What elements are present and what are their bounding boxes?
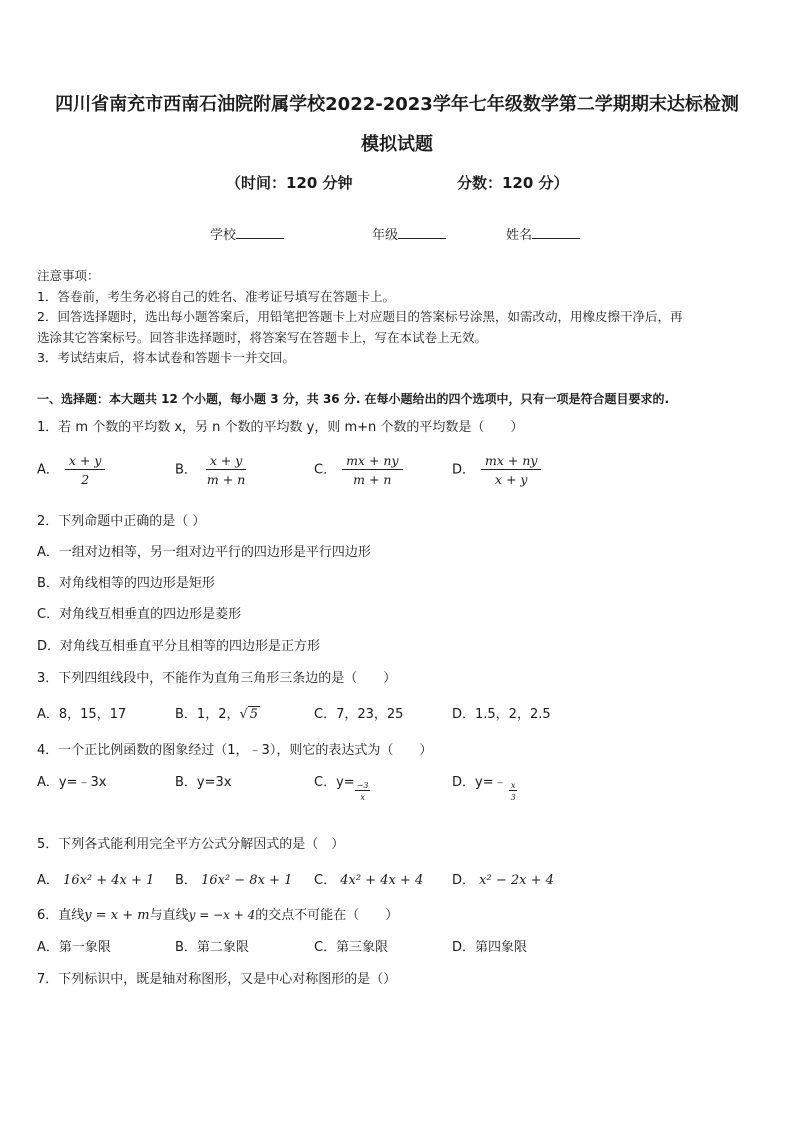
q1-option-c: C． $\frac{mx + ny}{m + n}$ <box>314 453 403 487</box>
q3-option-b: B．1，2，√ 5 <box>175 707 259 722</box>
name-label: 姓名 <box>506 228 533 243</box>
note-3: 3．考试结束后，将本试卷和答题卡一并交回。 <box>37 350 295 365</box>
q6-option-b: B．第二象限 <box>175 940 249 955</box>
q1-b-fraction: $\frac{x + y}{m + n}$ <box>206 453 246 487</box>
exam-title-line2: 模拟试题 <box>361 134 433 155</box>
section-heading: 一、选择题：本大题共 12 个小题，每小题 3 分，共 36 分. 在每小题给出的四个选项中，只有一项是符合题目要求的. <box>37 392 670 406</box>
q5-option-a: A． 16x² + 4x + 1 <box>37 873 155 888</box>
name-field <box>506 224 580 243</box>
exam-time: （时间：120 分钟 <box>226 174 353 192</box>
q6-option-c: C．第三象限 <box>314 940 389 955</box>
q1-option-a: A． $\frac{x + y}{2}$ <box>37 453 105 487</box>
q2-option-a: A．一组对边相等，另一组对边平行的四边形是平行四边形 <box>37 545 371 560</box>
q1-a-fraction: $\frac{x + y}{2}$ <box>65 453 106 487</box>
notes-heading: 注意事项： <box>37 268 100 283</box>
school-field <box>210 224 284 243</box>
q3-option-c: C．7，23，25 <box>314 707 404 722</box>
q1-option-b: B． $\frac{x + y}{m + n}$ <box>175 453 249 487</box>
q6-line1: y = x + m <box>84 908 150 923</box>
q5-option-b: B． 16x² − 8x + 1 <box>175 873 293 888</box>
name-blank <box>532 227 580 239</box>
q2-stem: 2．下列命题中正确的是（ ） <box>37 514 206 529</box>
exam-score: 分数：120 分） <box>457 174 569 192</box>
q4-option-d: D．y=﹣ $\frac{x}{3}$ <box>452 771 520 802</box>
q3-option-a: A．8，15，17 <box>37 707 127 722</box>
q4-option-a: A．y=﹣3x <box>37 775 107 790</box>
q4-option-c: C．y= $\frac{-3}{x}$ <box>314 775 369 802</box>
q5-option-c: C． 4x² + 4x + 4 <box>314 873 424 888</box>
exam-title-line1: 四川省南充市西南石油院附属学校2022-2023学年七年级数学第二学期期末达标检测 <box>55 94 739 115</box>
q3-option-d: D．1.5，2，2.5 <box>452 707 551 722</box>
q6-option-d: D．第四象限 <box>452 940 528 955</box>
grade-label: 年级 <box>372 228 399 243</box>
grade-field <box>372 224 446 243</box>
q7-stem: 7．下列标识中，既是轴对称图形，又是中心对称图形的是（） <box>37 972 397 987</box>
q3-stem: 3．下列四组线段中，不能作为直角三角形三条边的是（ ） <box>37 671 397 686</box>
q1-d-fraction: $\frac{mx + ny}{x + y}$ <box>481 453 541 487</box>
note-2b: 选涂其它答案标号。回答非选择题时，将答案写在答题卡上，写在本试卷上无效。 <box>37 330 488 345</box>
q6-stem: 6．直线y = x + m与直线y = −x + 4的交点不可能在（ ） <box>37 908 399 923</box>
q2-option-b: B．对角线相等的四边形是矩形 <box>37 576 215 591</box>
q4-c-fraction: $\frac{-3}{x}$ <box>356 781 369 802</box>
q1-option-d: D． $\frac{mx + ny}{x + y}$ <box>452 453 541 487</box>
q4-option-b: B．y=3x <box>175 775 232 790</box>
note-1: 1．答卷前，考生务必将自己的姓名、准考证号填写在答题卡上。 <box>37 289 395 304</box>
q4-d-fraction: $\frac{x}{3}$ <box>510 781 516 802</box>
school-blank <box>236 227 284 239</box>
q2-option-c: C．对角线互相垂直的四边形是菱形 <box>37 607 242 622</box>
grade-blank <box>398 227 446 239</box>
q1-c-fraction: $\frac{mx + ny}{m + n}$ <box>342 453 402 487</box>
sqrt-symbol: √ 5 <box>239 707 259 722</box>
q2-option-d: D．对角线互相垂直平分且相等的四边形是正方形 <box>37 639 321 654</box>
q5-stem: 5．下列各式能利用完全平方公式分解因式的是（ ） <box>37 837 345 852</box>
q1-stem: 1．若 m 个数的平均数 x，另 n 个数的平均数 y，则 m+n 个数的平均数是（ ） <box>37 420 524 435</box>
q5-option-d: D． x² − 2x + 4 <box>452 873 554 888</box>
note-2a: 2．回答选择题时，选出每小题答案后，用铅笔把答题卡上对应题目的答案标号涂黑，如需改动，用橡皮擦干净后，再 <box>37 309 683 324</box>
q4-stem: 4．一个正比例函数的图象经过（1，﹣3），则它的表达式为（ ） <box>37 743 433 758</box>
q6-option-a: A．第一象限 <box>37 940 111 955</box>
school-label: 学校 <box>210 228 237 243</box>
q6-line2: y = −x + 4 <box>188 908 256 922</box>
